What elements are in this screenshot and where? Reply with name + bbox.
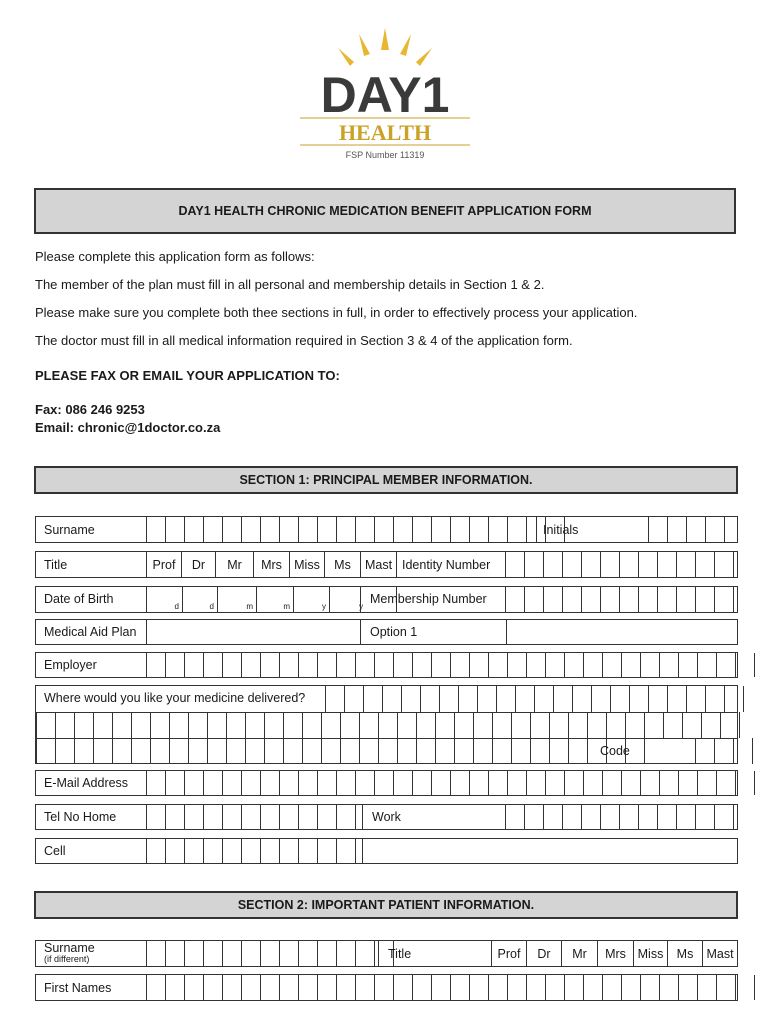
first-names-label: First Names [44,981,112,995]
employer-row[interactable] [35,652,738,678]
patient-title-mrs[interactable]: Mrs [597,941,633,966]
cell-row[interactable] [35,838,738,864]
dob-mark: m [246,602,253,611]
email-row[interactable] [35,770,738,796]
section2-title: SECTION 2: IMPORTANT PATIENT INFORMATION. [34,891,738,919]
code-label: Code [600,744,630,758]
initials-label: Initials [543,523,579,537]
title-prof[interactable]: Prof [146,552,181,577]
form-title: DAY1 HEALTH CHRONIC MEDICATION BENEFIT APPLICATION FORM [34,188,736,234]
dob-mark: d [209,602,214,611]
patient-surname-label: Surname [44,941,95,955]
delivery-boxes-line2[interactable] [36,712,758,738]
title-miss[interactable]: Miss [289,552,324,577]
intro-line-4: The doctor must fill in all medical information required in Section 3 & 4 of the application form. [35,333,573,348]
intro-line-2: The member of the plan must fill in all personal and membership details in Section 1 & 2. [35,277,545,292]
dob-label: Date of Birth [44,592,114,606]
day1-health-logo [290,28,480,162]
medical-aid-row[interactable] [35,619,738,645]
email-boxes[interactable] [146,771,770,795]
dob-mark: y [359,602,363,611]
patient-title-dr[interactable]: Dr [526,941,561,966]
option-label: Option 1 [370,625,418,639]
delivery-boxes-line3[interactable] [36,738,770,764]
patient-title-miss[interactable]: Miss [633,941,667,966]
intro-line-1: Please complete this application form as follows: [35,249,315,264]
tel-row[interactable] [35,804,738,830]
logo-sub: HEALTH [338,120,432,145]
intro-line-3: Please make sure you complete both thee sections in full, in order to effectively process your application. [35,305,638,320]
identity-boxes[interactable] [505,552,752,577]
patient-title-mr[interactable]: Mr [561,941,597,966]
section1-title: SECTION 1: PRINCIPAL MEMBER INFORMATION. [34,466,738,494]
if-different-label: (if different) [44,954,90,964]
logo-fsp: FSP Number 11319 [345,150,425,160]
title-mast[interactable]: Mast [360,552,396,577]
identity-label: Identity Number [402,558,491,572]
surname-row[interactable] [35,516,738,543]
cell-label: Cell [44,844,66,858]
membership-boxes[interactable] [505,587,752,612]
delivery-boxes-line1[interactable] [325,686,762,712]
medical-aid-label: Medical Aid Plan [44,625,137,639]
title-row[interactable] [35,551,738,578]
patient-title-label: Title [388,947,412,961]
patient-surname-row[interactable] [35,940,738,967]
cell-boxes[interactable] [146,839,374,863]
email-address: Email: chronic@1doctor.co.za [35,420,221,435]
fax-heading: PLEASE FAX OR EMAIL YOUR APPLICATION TO: [35,368,340,383]
title-dr[interactable]: Dr [181,552,215,577]
fax-number: Fax: 086 246 9253 [35,402,145,417]
first-names-boxes[interactable] [146,975,770,1000]
logo-brand: DAY1 [320,67,450,123]
tel-home-label: Tel No Home [44,810,117,824]
patient-title-mast[interactable]: Mast [702,941,737,966]
delivery-block[interactable] [35,685,738,764]
surname-boxes[interactable] [146,517,565,542]
email-label: E-Mail Address [44,776,129,790]
initials-boxes[interactable] [648,517,743,542]
dob-mark: m [283,602,290,611]
sun-rays-icon [338,28,432,66]
tel-home-boxes[interactable] [146,805,374,829]
delivery-label: Where would you like your medicine delivered? [44,691,306,705]
work-label: Work [372,810,401,824]
membership-label: Membership Number [370,592,487,606]
dob-row[interactable] [35,586,738,613]
employer-boxes[interactable] [146,653,770,677]
title-mrs[interactable]: Mrs [253,552,289,577]
dob-boxes[interactable] [146,587,366,612]
title-label: Title [44,558,68,572]
dob-mark: d [174,602,179,611]
work-boxes[interactable] [505,805,752,829]
patient-surname-boxes[interactable] [146,941,412,966]
dob-mark: y [322,602,326,611]
patient-title-prof[interactable]: Prof [491,941,526,966]
surname-label: Surname [44,523,95,537]
employer-label: Employer [44,658,97,672]
patient-title-ms[interactable]: Ms [667,941,702,966]
title-ms[interactable]: Ms [324,552,360,577]
first-names-row[interactable] [35,974,738,1001]
title-mr[interactable]: Mr [215,552,253,577]
